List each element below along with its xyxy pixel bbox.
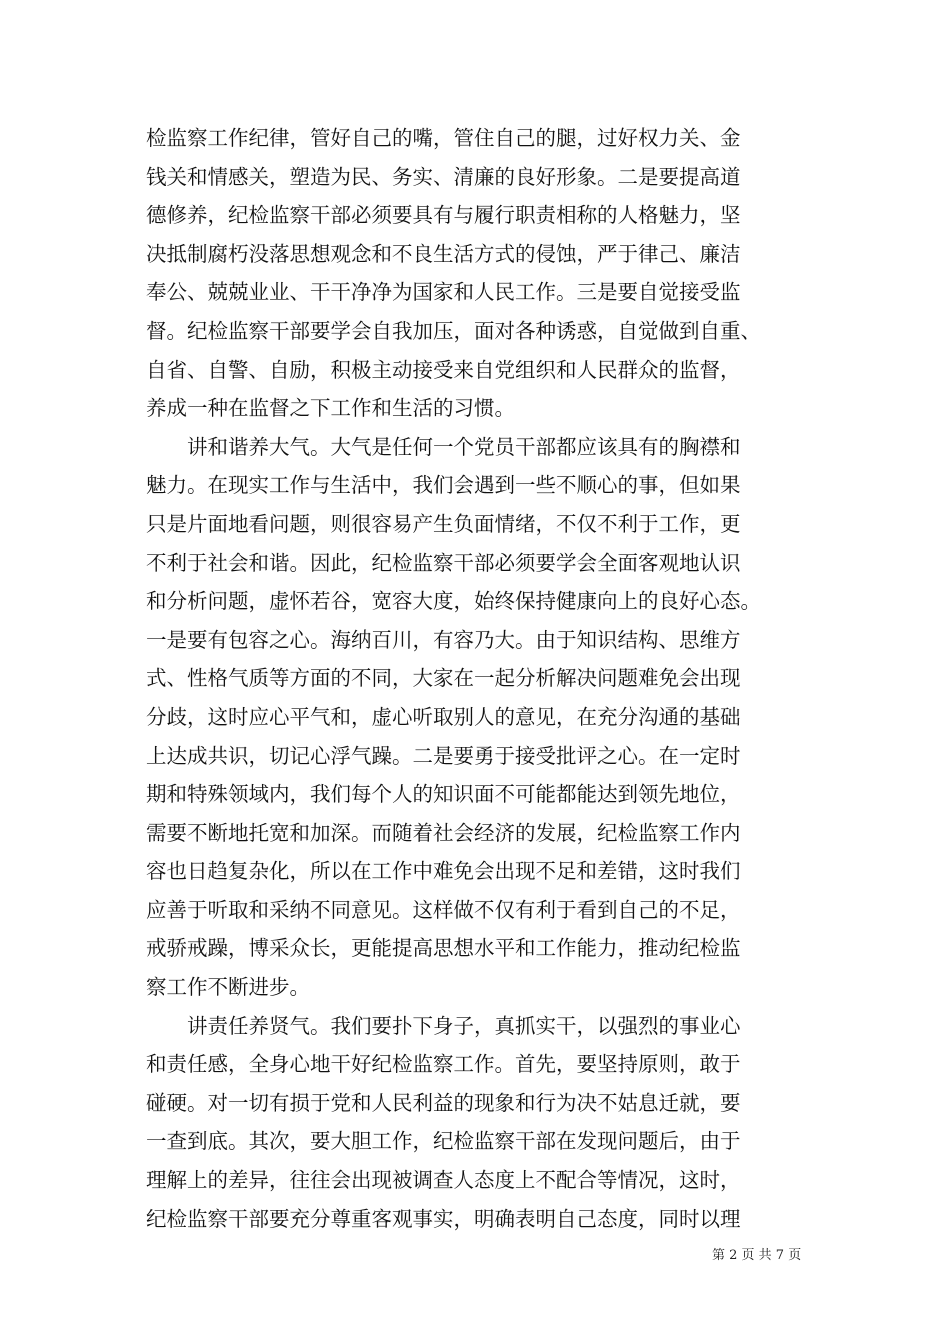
text-line: 理解上的差异，往往会出现被调查人态度上不配合等情况，这时， [146,1168,741,1193]
text-line: 一查到底。其次，要大胆工作，纪检监察干部在发现问题后，由于 [146,1129,741,1154]
text-line: 自省、自警、自励，积极主动接受来自党组织和人民群众的监督， [146,357,741,382]
text-line: 碰硬。对一切有损于党和人民利益的现象和行为决不姑息迁就，要 [146,1090,741,1115]
text-line: 魅力。在现实工作与生活中，我们会遇到一些不顺心的事，但如果 [146,473,741,498]
text-line: 督。纪检监察干部要学会自我加压，面对各种诱惑，自觉做到自重、 [146,318,761,343]
body-text [146,119,806,1238]
text-line: 不利于社会和谐。因此，纪检监察干部必须要学会全面客观地认识 [146,550,741,575]
page-number: 第 2 页 共 7 页 [712,1248,802,1263]
text-line: 和分析问题，虚怀若谷，宽容大度，始终保持健康向上的良好心态。 [146,589,761,614]
text-line: 养成一种在监督之下工作和生活的习惯。 [146,396,515,421]
text-line: 和责任感，全身心地干好纪检监察工作。首先，要坚持原则，敢于 [146,1052,741,1077]
text-line: 分歧，这时应心平气和，虚心听取别人的意见，在充分沟通的基础 [146,704,741,729]
text-line: 纪检监察干部要充分尊重客观事实，明确表明自己态度，同时以理 [146,1206,741,1231]
text-line: 钱关和情感关，塑造为民、务实、清廉的良好形象。二是要提高道 [146,164,741,189]
text-line: 察工作不断进步。 [146,975,310,1000]
text-line: 式、性格气质等方面的不同，大家在一起分析解决问题难免会出现 [146,666,741,691]
text-line: 只是片面地看问题，则很容易产生负面情绪，不仅不利于工作，更 [146,511,741,536]
text-line: 戒骄戒躁，博采众长，更能提高思想水平和工作能力，推动纪检监 [146,936,741,961]
text-line: 一是要有包容之心。海纳百川，有容乃大。由于知识结构、思维方 [146,627,741,652]
text-line: 应善于听取和采纳不同意见。这样做不仅有利于看到自己的不足， [146,897,741,922]
paragraph-start-line: 讲和谐养大气。大气是任何一个党员干部都应该具有的胸襟和 [187,434,741,459]
text-line: 德修养，纪检监察干部必须要具有与履行职责相称的人格魅力，坚 [146,203,741,228]
text-line: 奉公、兢兢业业、干干净净为国家和人民工作。三是要自觉接受监 [146,280,741,305]
text-line: 需要不断地托宽和加深。而随着社会经济的发展，纪检监察工作内 [146,820,741,845]
text-line: 检监察工作纪律，管好自己的嘴，管住自己的腿，过好权力关、金 [146,126,741,150]
text-line: 期和特殊领域内，我们每个人的知识面不可能都能达到领先地位， [146,782,741,807]
text-line: 决抵制腐朽没落思想观念和不良生活方式的侵蚀，严于律己、廉洁 [146,241,741,266]
text-line: 上达成共识，切记心浮气躁。二是要勇于接受批评之心。在一定时 [146,743,741,768]
paragraph-start-line: 讲责任养贤气。我们要扑下身子，真抓实干，以强烈的事业心 [187,1013,741,1038]
text-line: 容也日趋复杂化，所以在工作中难免会出现不足和差错，这时我们 [146,859,741,884]
